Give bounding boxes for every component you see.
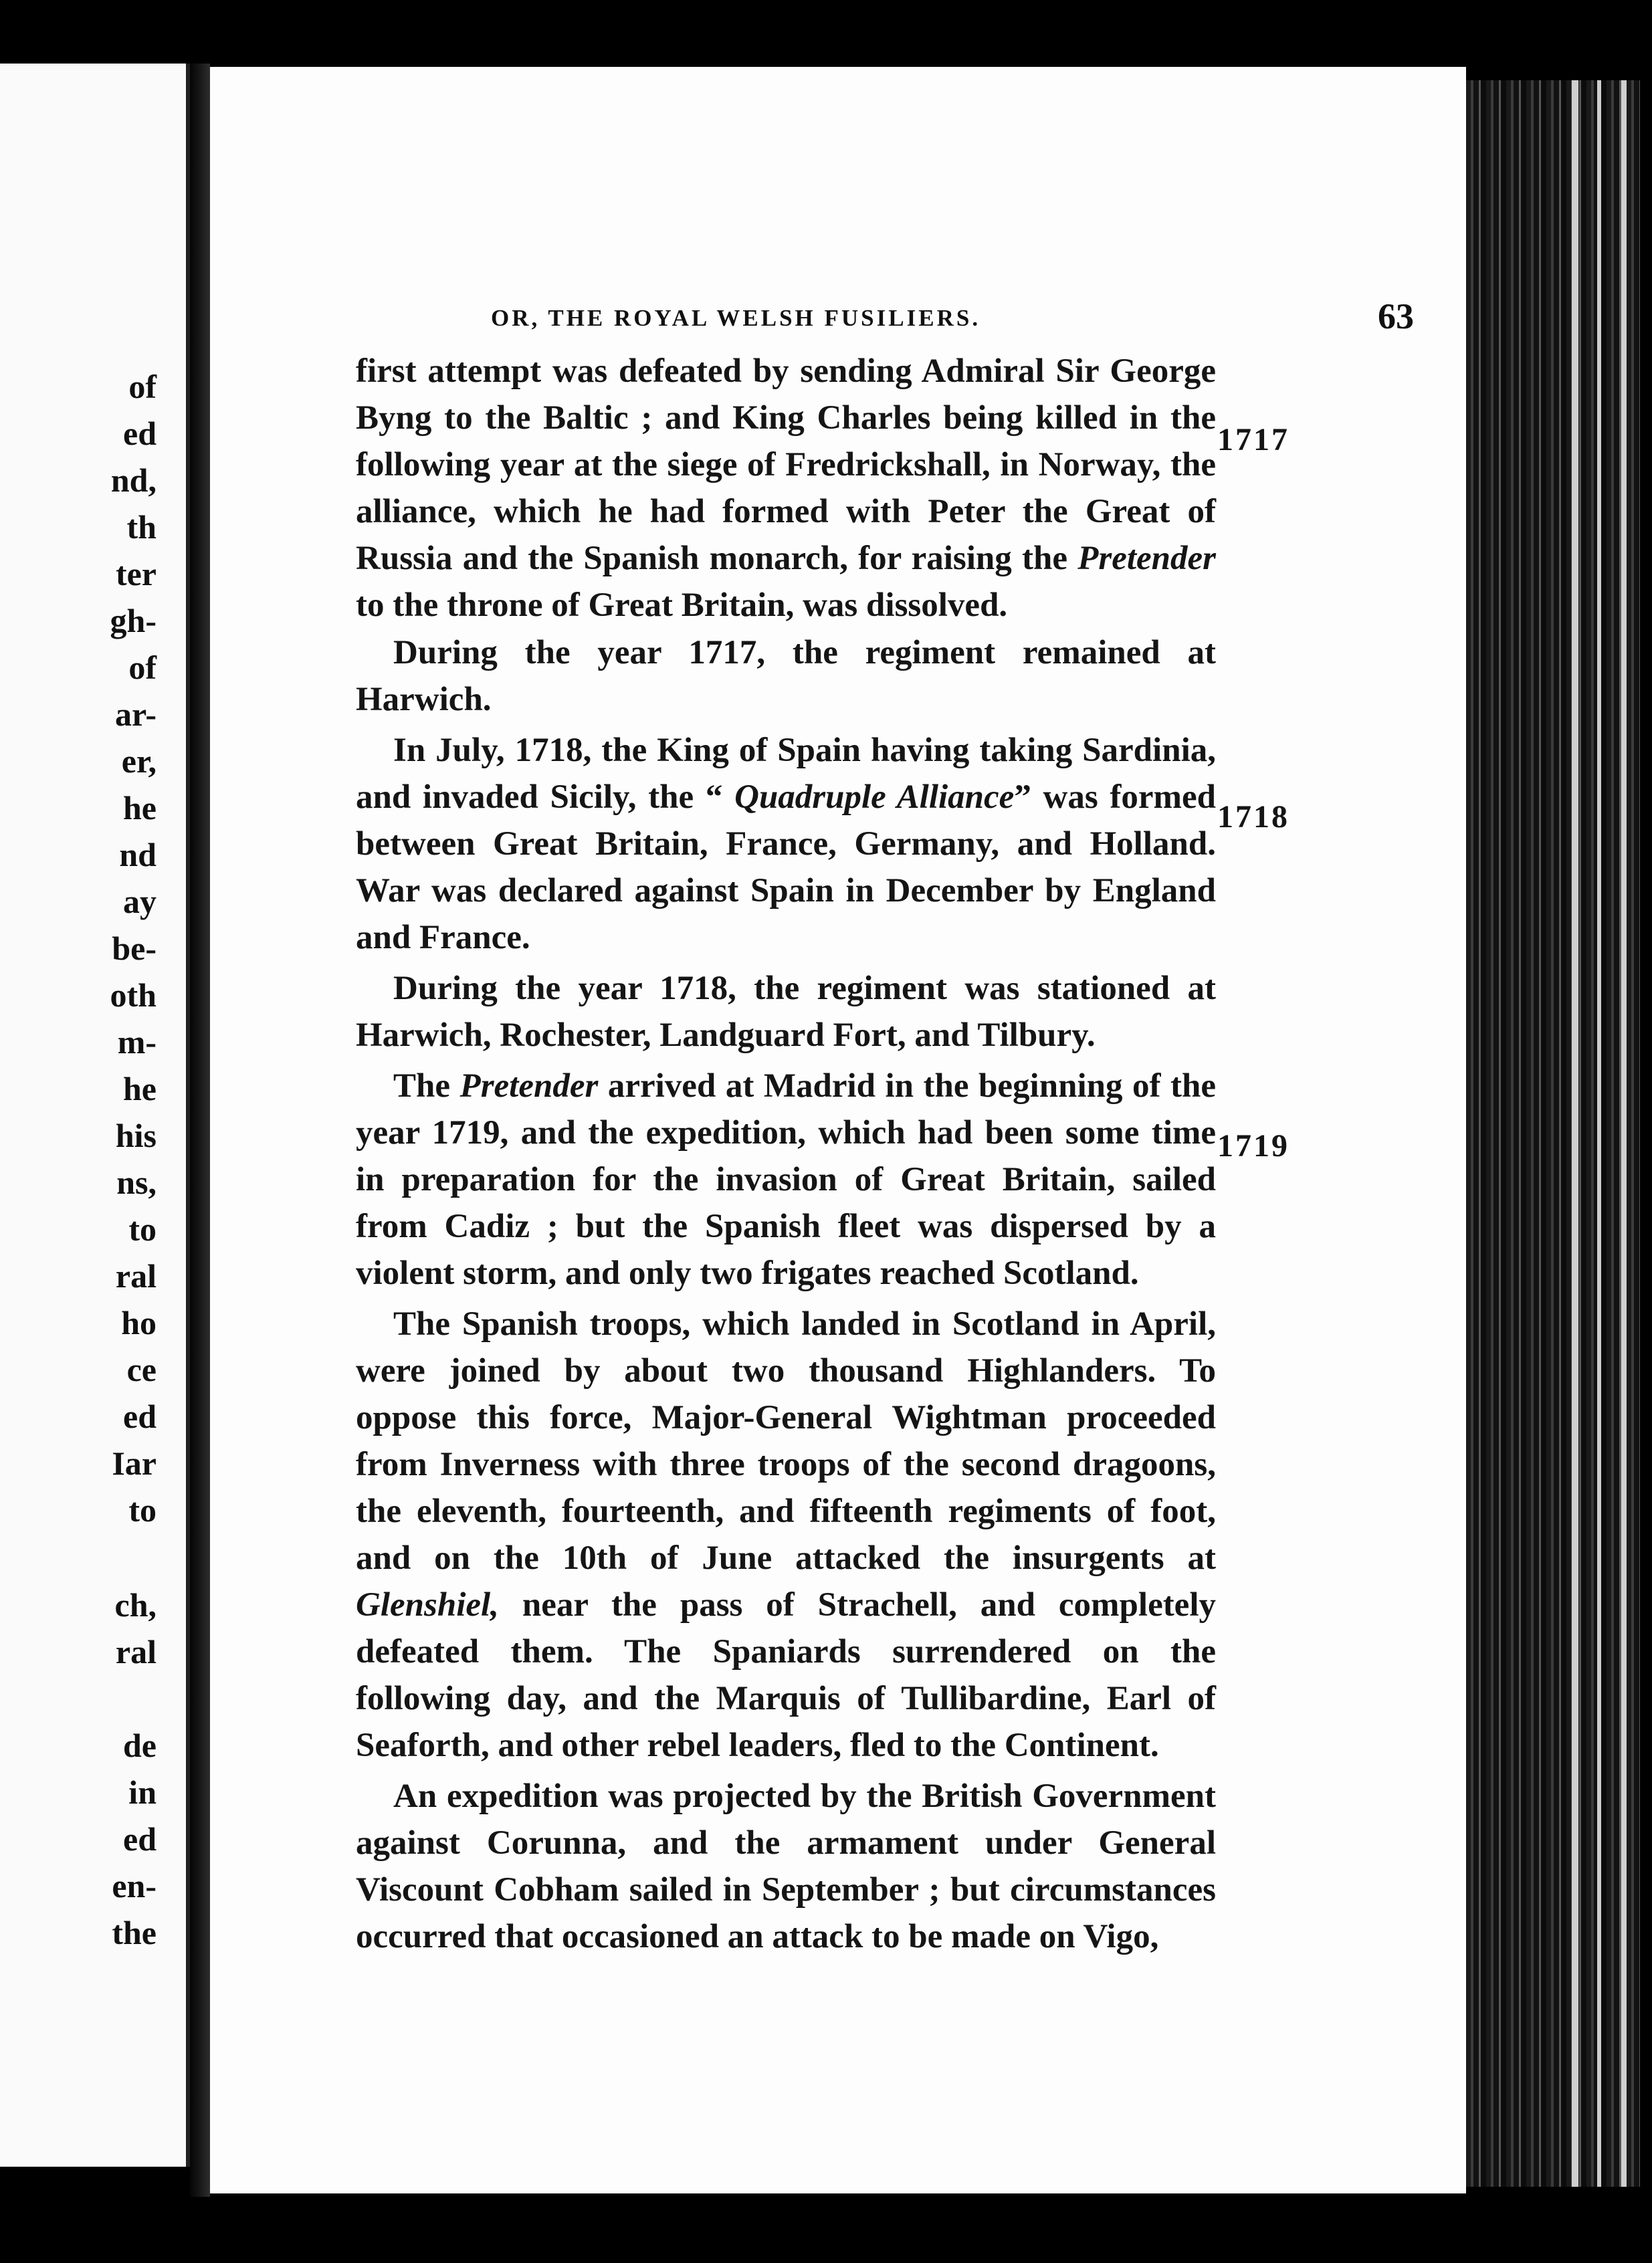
left-page-fragment: nd — [119, 836, 157, 873]
left-page-fragment: Iar — [112, 1444, 157, 1482]
left-page-fragment: ar- — [115, 695, 157, 733]
book-gutter — [190, 64, 210, 2197]
left-page-fragment: be- — [112, 930, 157, 967]
page-edge-highlight — [1572, 80, 1578, 2187]
left-page-fragment: en- — [112, 1867, 157, 1905]
left-page-fragment: of — [128, 649, 157, 686]
left-page-fragment: ed — [123, 1820, 157, 1858]
left-page-fragment: in — [128, 1773, 157, 1811]
left-page-fragment: ral — [115, 1257, 157, 1295]
left-page-fragment: ed — [123, 1398, 157, 1435]
left-page-fragment: gh- — [110, 602, 157, 639]
paragraph: first attempt was defeated by sending Admiral Sir George Byng to the Baltic ; and King Charles being killed in the following year at the siege of Fredrickshall, in Norway, the alliance, which he had formed with Peter the Great of Russia and the Spanish monarch, for raising the Pretender to the throne of Great Britain, was dissolved. — [356, 352, 1216, 624]
paragraph: During the year 1717, the regiment remained at Harwich. — [356, 633, 1216, 718]
book-page — [210, 67, 1466, 2193]
left-page-fragment: ns, — [116, 1164, 157, 1201]
margin-year: 1718 — [1217, 799, 1289, 835]
page-edge-highlight — [1621, 80, 1627, 2187]
left-page-fragment: of — [128, 368, 157, 405]
left-page-fragment: his — [115, 1117, 157, 1154]
left-page-fragment: the — [112, 1914, 157, 1951]
left-page-fragment: ho — [121, 1304, 157, 1341]
left-page-fragment: nd, — [110, 461, 157, 499]
left-facing-page — [0, 64, 190, 2167]
left-page-fragment: ay — [123, 883, 157, 920]
left-page-fragment: ch, — [114, 1586, 157, 1624]
left-page-fragment: oth — [110, 976, 157, 1014]
margin-year: 1717 — [1217, 422, 1289, 457]
left-page-fragment: er, — [121, 742, 157, 780]
left-page-fragment: ter — [115, 555, 157, 592]
running-head — [491, 296, 1414, 342]
paragraph: The Pretender arrived at Madrid in the beginning of the year 1719, and the expedition, which had been some time in preparation for the invasion of Great Britain, sailed from Cadiz ; but the Spanish fleet was dispersed by a violent storm, and only two frigates reached Scotland. — [356, 1067, 1216, 1292]
paragraph: In July, 1718, the King of Spain having taking Sardinia, and invaded Sicily, the “ Quadruple Alliance” was formed between Great Britain, France, Germany, and Holland. War was declared against Spain in December by England and France. — [356, 731, 1217, 956]
book-page-edges — [1466, 80, 1640, 2187]
left-page-fragment: he — [123, 789, 157, 827]
paragraph: An expedition was projected by the British Government against Corunna, and the armament under General Viscount Cobham sailed in September ; but circumstances occurred that occasioned an attack to be made on Vigo, — [356, 1777, 1216, 1955]
page-number: 63 — [1378, 296, 1414, 336]
left-page-fragment: ed — [123, 415, 157, 452]
left-page-fragment: ral — [115, 1633, 157, 1671]
left-page-fragment: de — [123, 1727, 157, 1764]
left-page-fragment: ce — [126, 1351, 157, 1388]
left-page-fragment: he — [123, 1070, 157, 1107]
body-text — [356, 348, 1216, 1960]
page-edge-highlight — [1597, 80, 1601, 2187]
left-page-fragment: to — [128, 1210, 157, 1248]
left-page-fragment: th — [126, 508, 157, 546]
paragraph: During the year 1718, the regiment was stationed at Harwich, Rochester, Landguard Fort, and Tilbury. — [356, 969, 1216, 1054]
left-page-fragment: to — [128, 1491, 157, 1529]
margin-year: 1719 — [1217, 1128, 1289, 1164]
paragraph: The Spanish troops, which landed in Scotland in April, were joined by about two thousand Highlanders. To oppose this force, Major-General Wightman proceeded from Inverness with three troops of the second dragoons, the eleventh, fourteenth, and fifteenth regiments of foot, and on the 10th of June attacked the insurgents at Glenshiel, near the pass of Strachell, and completely defeated them. The Spaniards surrendered on the following day, and the Marquis of Tullibardine, Earl of Seaforth, and other rebel leaders, fled to the Continent. — [356, 1305, 1216, 1764]
running-title: OR, THE ROYAL WELSH FUSILIERS. — [491, 305, 981, 331]
left-page-fragment: m- — [117, 1023, 157, 1061]
